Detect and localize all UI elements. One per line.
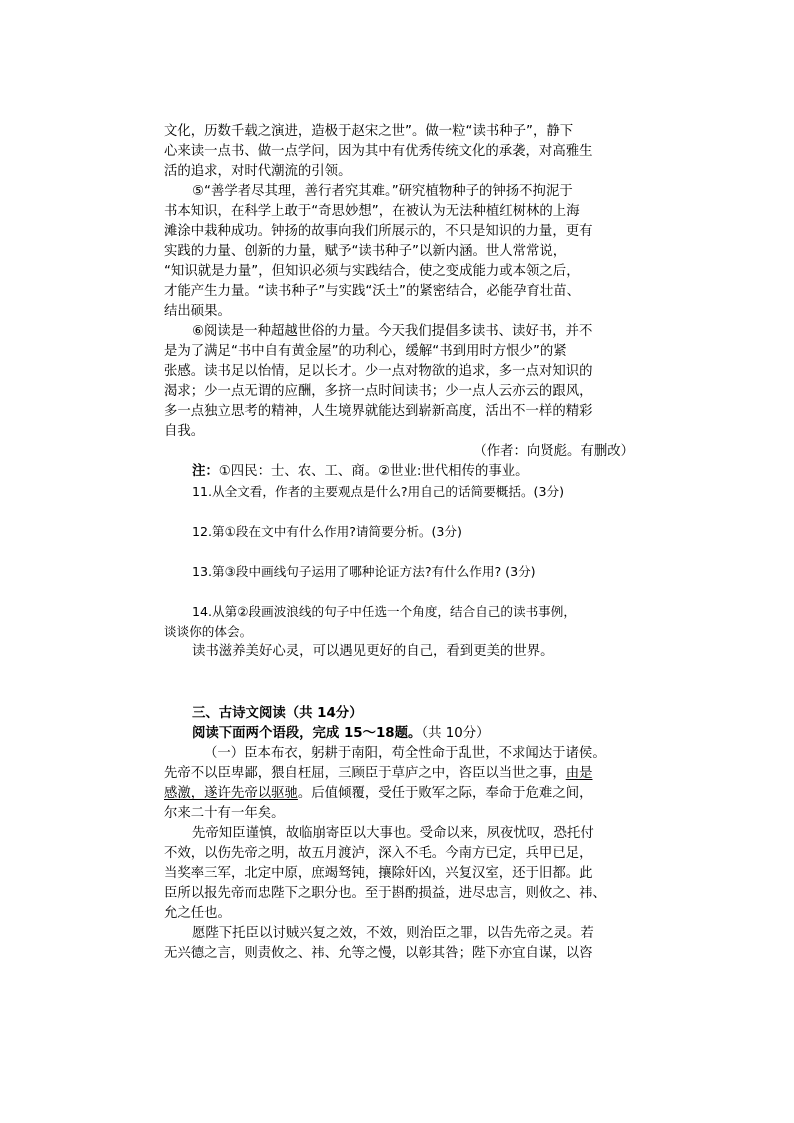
section-spacer <box>164 662 634 704</box>
answer-space <box>164 502 634 522</box>
question-14-quote: 读书滋养美好心灵，可以遇见更好的自己，看到更美的世界。 <box>192 644 554 659</box>
text-line: 文化，历数千载之演进，造极于赵宋之世”。做一粒“读书种子”，静下 <box>164 124 574 139</box>
text-line: 无兴德之言，则责攸之、祎、允等之慢，以彰其咎；陛下亦宜自谋，以咨 <box>164 946 593 961</box>
text-line: （一）臣本布衣，躬耕于南阳，苟全性命于乱世，不求闻达于诸侯。 <box>204 746 606 761</box>
answer-space <box>164 582 634 602</box>
text-line: 允之任也。 <box>164 906 231 921</box>
text-line: ⑥阅读是一种超越世俗的力量。今天我们提倡多读书、读好书，并不 <box>192 324 593 339</box>
question-14-line-2: 谈谈你的体会。 <box>164 624 253 639</box>
exam-page <box>164 122 634 964</box>
footnote-text: ①四民：士、农、工、商。②世业:世代相传的事业。 <box>218 464 529 479</box>
question-14-line-1: 14.从第②段画波浪线的句子中任选一个角度，结合自己的读书事例， <box>192 604 576 619</box>
text-line: 实践的力量、创新的力量，赋予“读书种子”以新内涵。世人常常说， <box>164 244 567 259</box>
passage-paragraph-6 <box>164 322 634 442</box>
text-line: 臣所以报先帝而忠陛下之职分也。至于斟酌损益，进尽忠言，则攸之、祎、 <box>164 886 606 901</box>
text-line: ⑤“善学者尽其理，善行者究其难。”研究植物种子的钟扬不拘泥于 <box>192 184 573 199</box>
text-line: 心来读一点书、做一点学问，因为其中有优秀传统文化的承袭，对高雅生 <box>164 144 593 159</box>
text-line: 滩涂中栽种成功。钟扬的故事向我们所展示的，不只是知识的力量，更有 <box>164 224 593 239</box>
text-line: “知识就是力量”，但知识必须与实践结合，使之变成能力或本领之后， <box>164 264 580 279</box>
passage-paragraph-5 <box>164 182 634 322</box>
text-line <box>164 784 634 804</box>
text-line: 尔来二十有一年矣。 <box>164 806 285 821</box>
footnote-label: 注： <box>192 464 219 479</box>
text-line: 不效，以伤先帝之明，故五月渡泸，深入不毛。今南方已定，兵甲已足， <box>164 846 593 861</box>
classical-paragraph-2 <box>164 824 634 924</box>
text-line: 才能产生力量。“读书种子”与实践“沃土”的紧密结合，必能孕育壮苗、 <box>164 284 581 299</box>
text-line: 张感。读书足以怡情，足以长才。少一点对物欲的追求，多一点对知识的 <box>164 364 593 379</box>
text-line: 结出硕果。 <box>164 304 231 319</box>
author-credit: （作者：向贤彪。有删改） <box>473 444 634 459</box>
question-13: 13.第③段中画线句子运用了哪种论证方法?有什么作用? (3分) <box>192 564 536 579</box>
instruction-text: 阅读下面两个语段，完成 15～18题。 <box>192 726 422 741</box>
passage-paragraph-4-tail <box>164 122 634 182</box>
text-line: 愿陛下托臣以讨贼兴复之效，不效，则治臣之罪，以告先帝之灵。若 <box>192 926 594 941</box>
instruction-points: （共 10分） <box>421 726 490 741</box>
section-three-instruction <box>164 724 634 744</box>
classical-paragraph-1 <box>164 744 634 824</box>
underlined-text: 感激，遂许先帝以驱驰 <box>164 786 298 801</box>
text-line: 先帝知臣谨慎，故临崩寄臣以大事也。受命以来，夙夜忧叹，恐托付 <box>192 826 594 841</box>
answer-space <box>164 542 634 562</box>
text-line: 书本知识，在科学上敢于“奇思妙想”，在被认为无法种植红树林的上海 <box>164 204 580 219</box>
question-11: 11.从全文看，作者的主要观点是什么?用自己的话简要概括。(3分) <box>192 484 564 499</box>
text-line: 渴求；少一点无谓的应酬，多挤一点时间读书；少一点人云亦云的跟风， <box>164 384 593 399</box>
text-span: 。后值倾覆，受任于败军之际，奉命于危难之间， <box>297 786 593 801</box>
text-line: 自我。 <box>164 424 205 439</box>
text-line: 当奖率三军，北定中原，庶竭驽钝，攘除奸凶，兴复汉室，还于旧都。此 <box>164 866 593 881</box>
text-line: 活的追求，对时代潮流的引领。 <box>164 164 352 179</box>
text-span: 先帝不以臣卑鄙，猥自枉屈，三顾臣于草庐之中，咨臣以当世之事， <box>164 766 566 781</box>
underlined-text: 由是 <box>565 766 593 781</box>
text-line <box>164 764 634 784</box>
text-line: 是为了满足“书中自有黄金屋”的功利心，缓解“书到用时方恨少”的紧 <box>164 344 567 359</box>
footnote <box>164 462 634 482</box>
section-three-heading: 三、古诗文阅读（共 14分） <box>192 706 363 721</box>
classical-paragraph-3 <box>164 924 634 964</box>
question-12: 12.第①段在文中有什么作用?请简要分析。(3分) <box>192 524 462 539</box>
text-line: 多一点独立思考的精神，人生境界就能达到崭新高度，活出不一样的精彩 <box>164 404 593 419</box>
